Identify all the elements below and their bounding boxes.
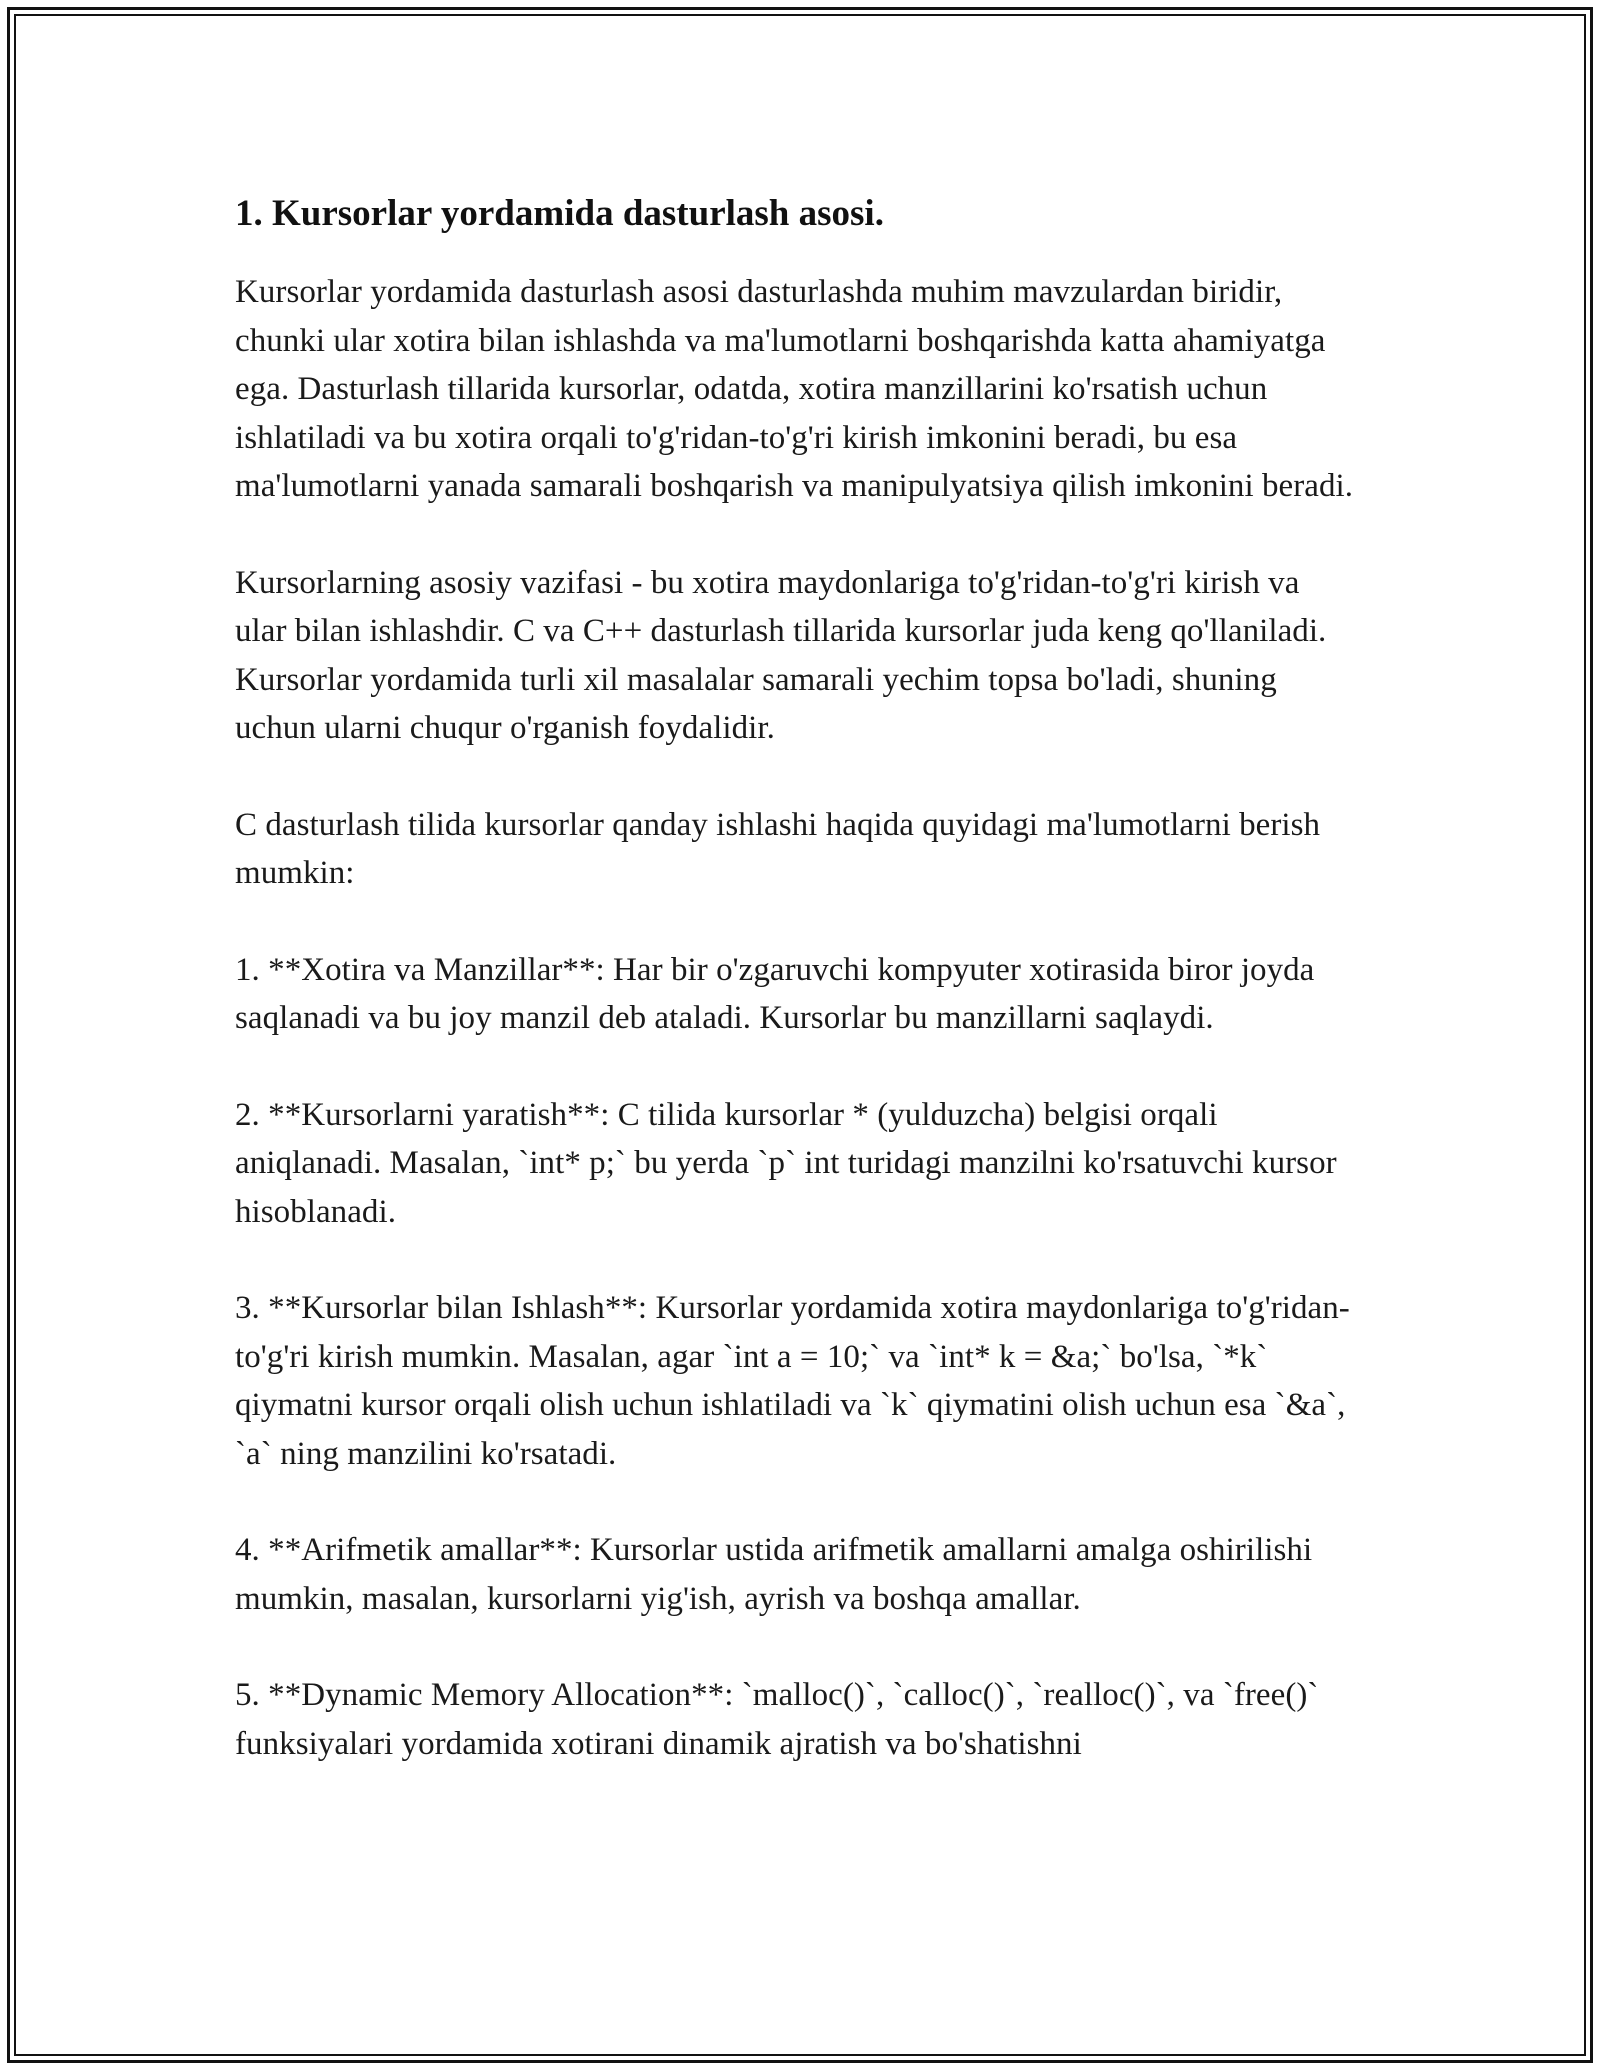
paragraph-c-intro: C dasturlash tilida kursorlar qanday ishlashi haqida quyidagi ma'lumotlarni berish mumkin: <box>235 806 1321 891</box>
paragraph-intro: Kursorlar yordamida dasturlash asosi dasturlashda muhim mavzulardan biridir, chunki ular xotira bilan ishlashda va ma'lumotlarni boshqarishda katta ahamiyatga ega. Dasturlash tillarida kursorlar, odatda, xotira manzillarini ko'rsatish uchun ishlatiladi va bu xotira orqali to'g'ridan-to'g'ri kirish imkonini beradi, bu esa ma'lumotlarni yanada samarali boshqarish va manipulyatsiya qilish imkonini beradi. <box>235 274 1354 504</box>
section-heading: 1. Kursorlar yordamida dasturlash asosi. <box>235 193 884 234</box>
document-body <box>235 186 1355 1768</box>
list-item-dynamic-memory: 5. **Dynamic Memory Allocation**: `malloc()`, `calloc()`, `realloc()`, va `free()` funksiyalari yordamida xotirani dinamik ajratish va bo'shatishni <box>235 1677 1319 1762</box>
list-item-arithmetic: 4. **Arifmetik amallar**: Kursorlar ustida arifmetik amallarni amalga oshirilishi mumkin, masalan, kursorlarni yig'ish, ayrish va boshqa amallar. <box>235 1532 1313 1617</box>
list-item-creating-pointers: 2. **Kursorlarni yaratish**: C tilida kursorlar * (yulduzcha) belgisi orqali aniqlanadi. Masalan, `int* p;` bu yerda `p` int turidagi manzilni ko'rsatuvchi kursor hisoblanadi. <box>235 1096 1337 1230</box>
list-item-memory-addresses: 1. **Xotira va Manzillar**: Har bir o'zgaruvchi kompyuter xotirasida biror joyda saqlanadi va bu joy manzil deb ataladi. Kursorlar bu manzillarni saqlaydi. <box>235 951 1315 1036</box>
paragraph-main-purpose: Kursorlarning asosiy vazifasi - bu xotira maydonlariga to'g'ridan-to'g'ri kirish va ular bilan ishlashdir. C va C++ dasturlash tillarida kursorlar juda keng qo'llaniladi. Kursorlar yordamida turli xil masalalar samarali yechim topsa bo'ladi, shuning uchun ularni chuqur o'rganish foydalidir. <box>235 564 1327 746</box>
list-item-working-with-pointers: 3. **Kursorlar bilan Ishlash**: Kursorlar yordamida xotira maydonlariga to'g'ridan-to'g'ri kirish mumkin. Masalan, agar `int a = 10;` va `int* k = &a;` bo'lsa, `*k` qiymatni kursor orqali olish uchun ishlatiladi va `k` qiymatini olish uchun esa `&a`, `a` ning manzilini ko'rsatadi. <box>235 1290 1350 1472</box>
